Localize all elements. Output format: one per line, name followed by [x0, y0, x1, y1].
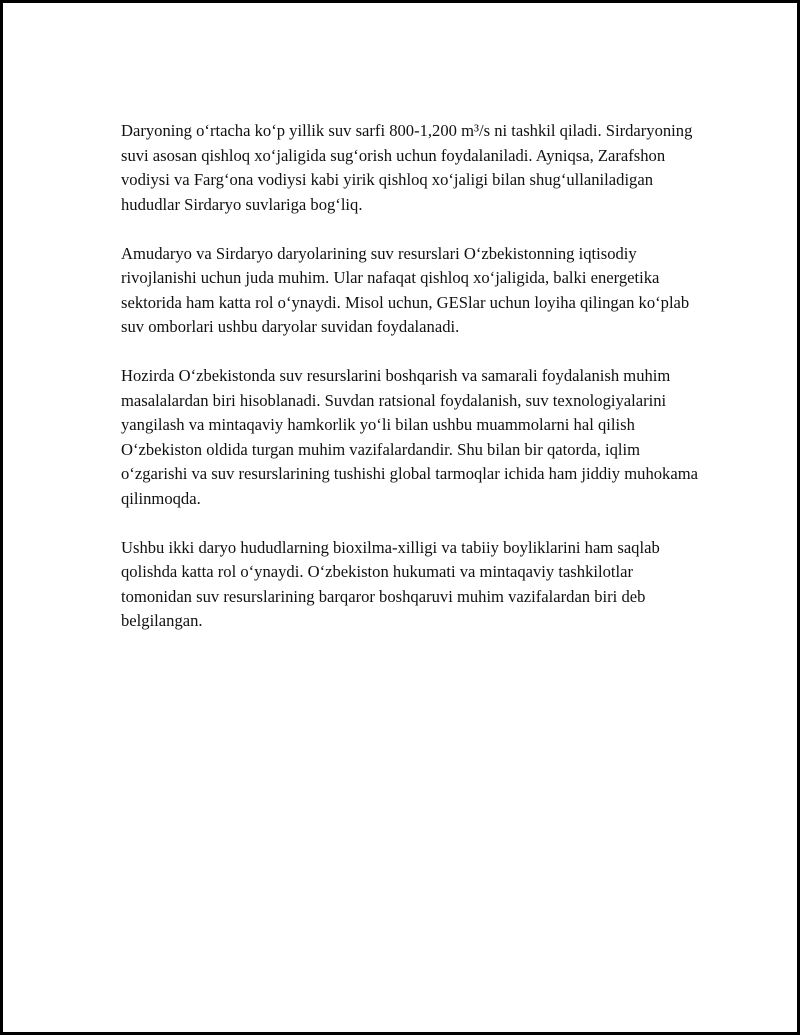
paragraph-1: Daryoning o‘rtacha ko‘p yillik suv sarfi 800-1,200 m³/s ni tashkil qiladi. Sirdaryoning suvi asosan qishloq xo‘jaligida sug‘orish uchun foydalaniladi. Ayniqsa, Zarafshon vodiysi va Farg‘ona vodiysi kabi yirik qishloq xo‘jaligi bilan shug‘ullaniladigan hududlar Sirdaryo suvlariga bog‘liq. [121, 121, 693, 214]
paragraph-4: Ushbu ikki daryo hududlarning bioxilma-xilligi va tabiiy boyliklarini ham saqlab qolishda katta rol o‘ynaydi. O‘zbekiston hukumati va mintaqaviy tashkilotlar tomonidan suv resurslarining barqaror boshqaruvi muhim vazifalardan biri deb belgilangan. [121, 537, 660, 630]
paragraph-2: Amudaryo va Sirdaryo daryolarining suv resurslari O‘zbekistonning iqtisodiy rivojlanishi uchun juda muhim. Ular nafaqat qishloq xo‘jaligida, balki energetika sektorida ham katta rol o‘ynaydi. Misol uchun, GESlar uchun loyiha qilingan ko‘plab suv omborlari ushbu daryolar suvidan foydalanadi. [121, 243, 690, 336]
paragraph-3: Hozirda O‘zbekistonda suv resurslarini boshqarish va samarali foydalanish muhim masalalardan biri hisoblanadi. Suvdan ratsional foydalanish, suv texnologiyalarini yangilash va mintaqaviy hamkorlik yo‘li bilan ushbu muammolarni hal qilish O‘zbekiston oldida turgan muhim vazifalardandir. Shu bilan bir qatorda, iqlim o‘zgarishi va suv resurslarining tushishi global tarmoqlar ichida ham jiddiy muhokama qilinmoqda. [121, 366, 698, 508]
document-body [121, 119, 701, 658]
